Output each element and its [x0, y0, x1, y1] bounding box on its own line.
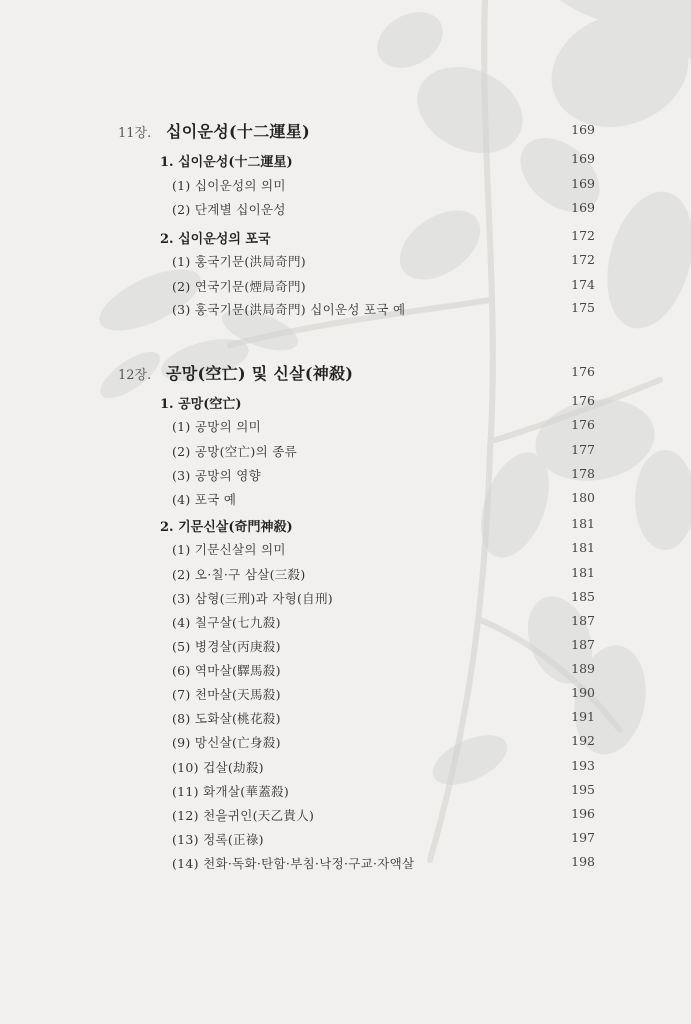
subsection-entry[interactable]: [0, 565, 691, 587]
subsection-entry[interactable]: [0, 709, 691, 731]
page-number: 193: [571, 758, 595, 773]
subsection-entry[interactable]: [0, 442, 691, 464]
entry-title: (14) 천화·독화·탄함·부침·낙정·구교·자액살: [172, 856, 415, 871]
page-number: 187: [571, 637, 595, 652]
subsection-entry[interactable]: [0, 637, 691, 659]
page-number: 169: [571, 176, 595, 191]
entry-title: (10) 겁살(劫殺): [172, 760, 264, 775]
page-number: 197: [571, 830, 595, 845]
page-number: 187: [571, 613, 595, 628]
page-number: 172: [571, 228, 595, 243]
entry-title: (6) 역마살(驛馬殺): [172, 663, 281, 678]
section-entry[interactable]: [0, 516, 691, 538]
subsection-entry[interactable]: [0, 830, 691, 852]
subsection-entry[interactable]: [0, 589, 691, 611]
entry-title: 1. 공망(空亡): [160, 397, 242, 412]
section-entry[interactable]: [0, 151, 691, 173]
page-number: 181: [571, 565, 595, 580]
entry-title: (4) 칠구살(七九殺): [172, 615, 281, 630]
page-number: 177: [571, 442, 595, 457]
entry-title: 2. 십이운성의 포국: [160, 232, 271, 247]
subsection-entry[interactable]: [0, 300, 691, 322]
entry-title: (2) 단계별 십이운성: [172, 202, 286, 217]
page-number: 176: [571, 393, 595, 408]
subsection-entry[interactable]: [0, 613, 691, 635]
subsection-entry[interactable]: [0, 176, 691, 198]
subsection-entry[interactable]: [0, 490, 691, 512]
page-number: 191: [571, 709, 595, 724]
page-number: 181: [571, 516, 595, 531]
chapter-number: 12장.: [118, 368, 152, 383]
page-number: 169: [571, 200, 595, 215]
subsection-entry[interactable]: [0, 758, 691, 780]
page-number: 169: [571, 151, 595, 166]
subsection-entry[interactable]: [0, 417, 691, 439]
entry-title: (12) 천을귀인(天乙貴人): [172, 808, 315, 823]
subsection-entry[interactable]: [0, 540, 691, 562]
entry-title: (2) 연국기문(煙局奇門): [172, 279, 306, 294]
entry-title: (5) 병경살(丙庚殺): [172, 639, 281, 654]
section-entry[interactable]: [0, 393, 691, 415]
chapter-heading[interactable]: [0, 119, 691, 141]
page-number: 176: [571, 364, 595, 379]
entry-title: (1) 홍국기문(洪局奇門): [172, 254, 306, 269]
page-number: 174: [571, 277, 595, 292]
page-number: 176: [571, 417, 595, 432]
subsection-entry[interactable]: [0, 782, 691, 804]
entry-title: (7) 천마살(天馬殺): [172, 687, 281, 702]
chapter-title: 십이운성(十二運星): [166, 122, 310, 141]
subsection-entry[interactable]: [0, 854, 691, 876]
page-number: 190: [571, 685, 595, 700]
entry-title: (3) 홍국기문(洪局奇門) 십이운성 포국 예: [172, 302, 406, 317]
entry-title: (13) 정록(正祿): [172, 832, 264, 847]
entry-title: (3) 삼형(三刑)과 자형(自刑): [172, 591, 333, 606]
page-number: 172: [571, 252, 595, 267]
entry-title: (9) 망신살(亡身殺): [172, 735, 281, 750]
page-number: 196: [571, 806, 595, 821]
page-number: 198: [571, 854, 595, 869]
entry-title: (8) 도화살(桃花殺): [172, 711, 281, 726]
subsection-entry[interactable]: [0, 661, 691, 683]
page-number: 189: [571, 661, 595, 676]
chapter-number: 11장.: [118, 126, 152, 141]
entry-title: (1) 기문신살의 의미: [172, 542, 286, 557]
subsection-entry[interactable]: [0, 277, 691, 299]
entry-title: (1) 공망의 의미: [172, 419, 262, 434]
page-number: 169: [571, 122, 595, 137]
subsection-entry[interactable]: [0, 466, 691, 488]
page-number: 180: [571, 490, 595, 505]
entry-title: (11) 화개살(華蓋殺): [172, 784, 290, 799]
page-number: 185: [571, 589, 595, 604]
chapter-title: 공망(空亡) 및 신살(神殺): [166, 364, 354, 383]
entry-title: (4) 포국 예: [172, 492, 237, 507]
page-number: 175: [571, 300, 595, 315]
page-number: 178: [571, 466, 595, 481]
chapter-heading[interactable]: [0, 361, 691, 383]
page-number: 192: [571, 733, 595, 748]
subsection-entry[interactable]: [0, 806, 691, 828]
subsection-entry[interactable]: [0, 685, 691, 707]
subsection-entry[interactable]: [0, 200, 691, 222]
entry-title: (2) 공망(空亡)의 종류: [172, 444, 297, 459]
entry-title: (2) 오·칠·구 삼살(三殺): [172, 567, 306, 582]
entry-title: 2. 기문신살(奇門神殺): [160, 520, 293, 535]
entry-title: (1) 십이운성의 의미: [172, 178, 286, 193]
entry-title: (3) 공망의 영향: [172, 468, 262, 483]
page-number: 195: [571, 782, 595, 797]
subsection-entry[interactable]: [0, 733, 691, 755]
page-number: 181: [571, 540, 595, 555]
subsection-entry[interactable]: [0, 252, 691, 274]
section-entry[interactable]: [0, 228, 691, 250]
entry-title: 1. 십이운성(十二運星): [160, 155, 293, 170]
